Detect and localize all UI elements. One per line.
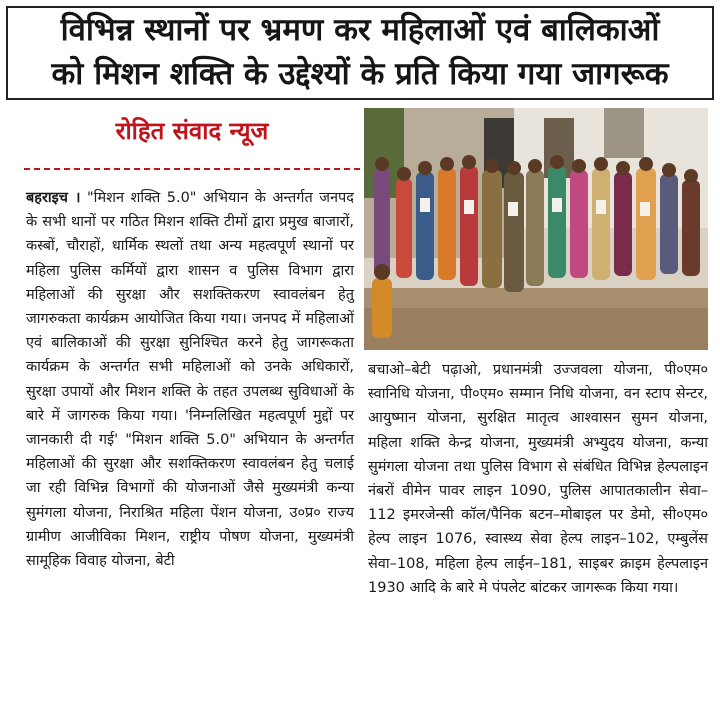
headline-box bbox=[6, 6, 714, 100]
article-column-left bbox=[26, 186, 354, 573]
headline-line-1: विभिन्न स्थानों पर भ्रमण कर महिलाओं एवं बालिकाओं bbox=[60, 12, 660, 48]
article-column-right bbox=[368, 358, 708, 600]
article-text-right: बचाओ–बेटी पढ़ाओ, प्रधानमंत्री उज्जवला योजना, पी०एम० स्वानिधि योजना, पी०एम० सम्मान निधि योजना, वन स्टाप सेन्टर, आयुष्मान योजना, सुरक्षित मातृत्व आश्वासन सुमन योजना, महिला शक्ति केन्द्र योजना, मुख्यमंत्री अभ्युदय योजना, कन्या सुमंगला योजना तथा पुलिस विभाग से संबंधित विभिन्न हेल्पलाइन नंबरों वीमेन पावर लाइन 1090, पुलिस आपातकालीन सेवा–112 इमरजेन्सी कॉल/पैनिक बटन–मोबाइल पर डेमो, सी०एम० हेल्प लाइन 1076, स्वास्थ्य सेवा हेल्प लाइन–102, एम्बुलेंस सेवा–108, महिला हेल्प लाईन–181, साइबर क्राइम हेल्पलाइन 1930 आदि के बारे मे पंपलेट बांटकर जागरूक किया गया। bbox=[368, 362, 708, 596]
headline-line-2: को मिशन शक्ति के उद्देश्यों के प्रति किया गया जागरूक bbox=[51, 56, 669, 92]
byline-block bbox=[24, 106, 360, 176]
article-text-left: "मिशन शक्ति 5.0" अभियान के अन्तर्गत जनपद के सभी थानों पर गठित मिशन शक्ति टीमों द्वारा प्रमुख बाजारों, कस्बों, चौराहों, धार्मिक स्थलों तथा अन्य महत्वपूर्ण स्थानों पर महिला पुलिस कर्मियों द्वारा शासन व पुलिस विभाग द्वारा महिलाओं की सुरक्षा और सशक्तिकरण स्वावलंबन हेतु जागरुकता कार्यक्रम आयोजित किया गया। जनपद में महिलाओं एवं बालिकाओं की सुरक्षा सुनिश्चित करने हेतु जागरूकता कार्यक्रम के अन्तर्गत सभी महिलाओं को उनके अधिकारों, सुरक्षा उपायों और मिशन शक्ति के तहत उपलब्ध सुविधाओं के बारे में जागरुक किया गया। 'निम्नलिखित महत्वपूर्ण मुद्दों पर जानकारी दी गई' "मिशन शक्ति 5.0" अभियान के अन्तर्गत महिलाओं की सुरक्षा और सशक्तिकरण स्वावलंबन हेतु चलाई जा रही विभिन्न विभागों की योजनाओं जैसे मुख्यमंत्री कन्या सुमंगला योजना, निराश्रित महिला पेंशन योजना, उ०प्र० राज्य ग्रामीण आजीविका मिशन, राष्ट्रीय पोषण योजना, मुख्यमंत्री सामूहिक विवाह योजना, बेटी bbox=[26, 190, 354, 570]
group-photo-illustration bbox=[364, 108, 708, 350]
byline-divider bbox=[24, 168, 360, 170]
byline-source: रोहित संवाद न्यूज bbox=[115, 116, 269, 145]
dateline: बहराइच । bbox=[26, 190, 81, 206]
news-photo bbox=[364, 108, 708, 350]
